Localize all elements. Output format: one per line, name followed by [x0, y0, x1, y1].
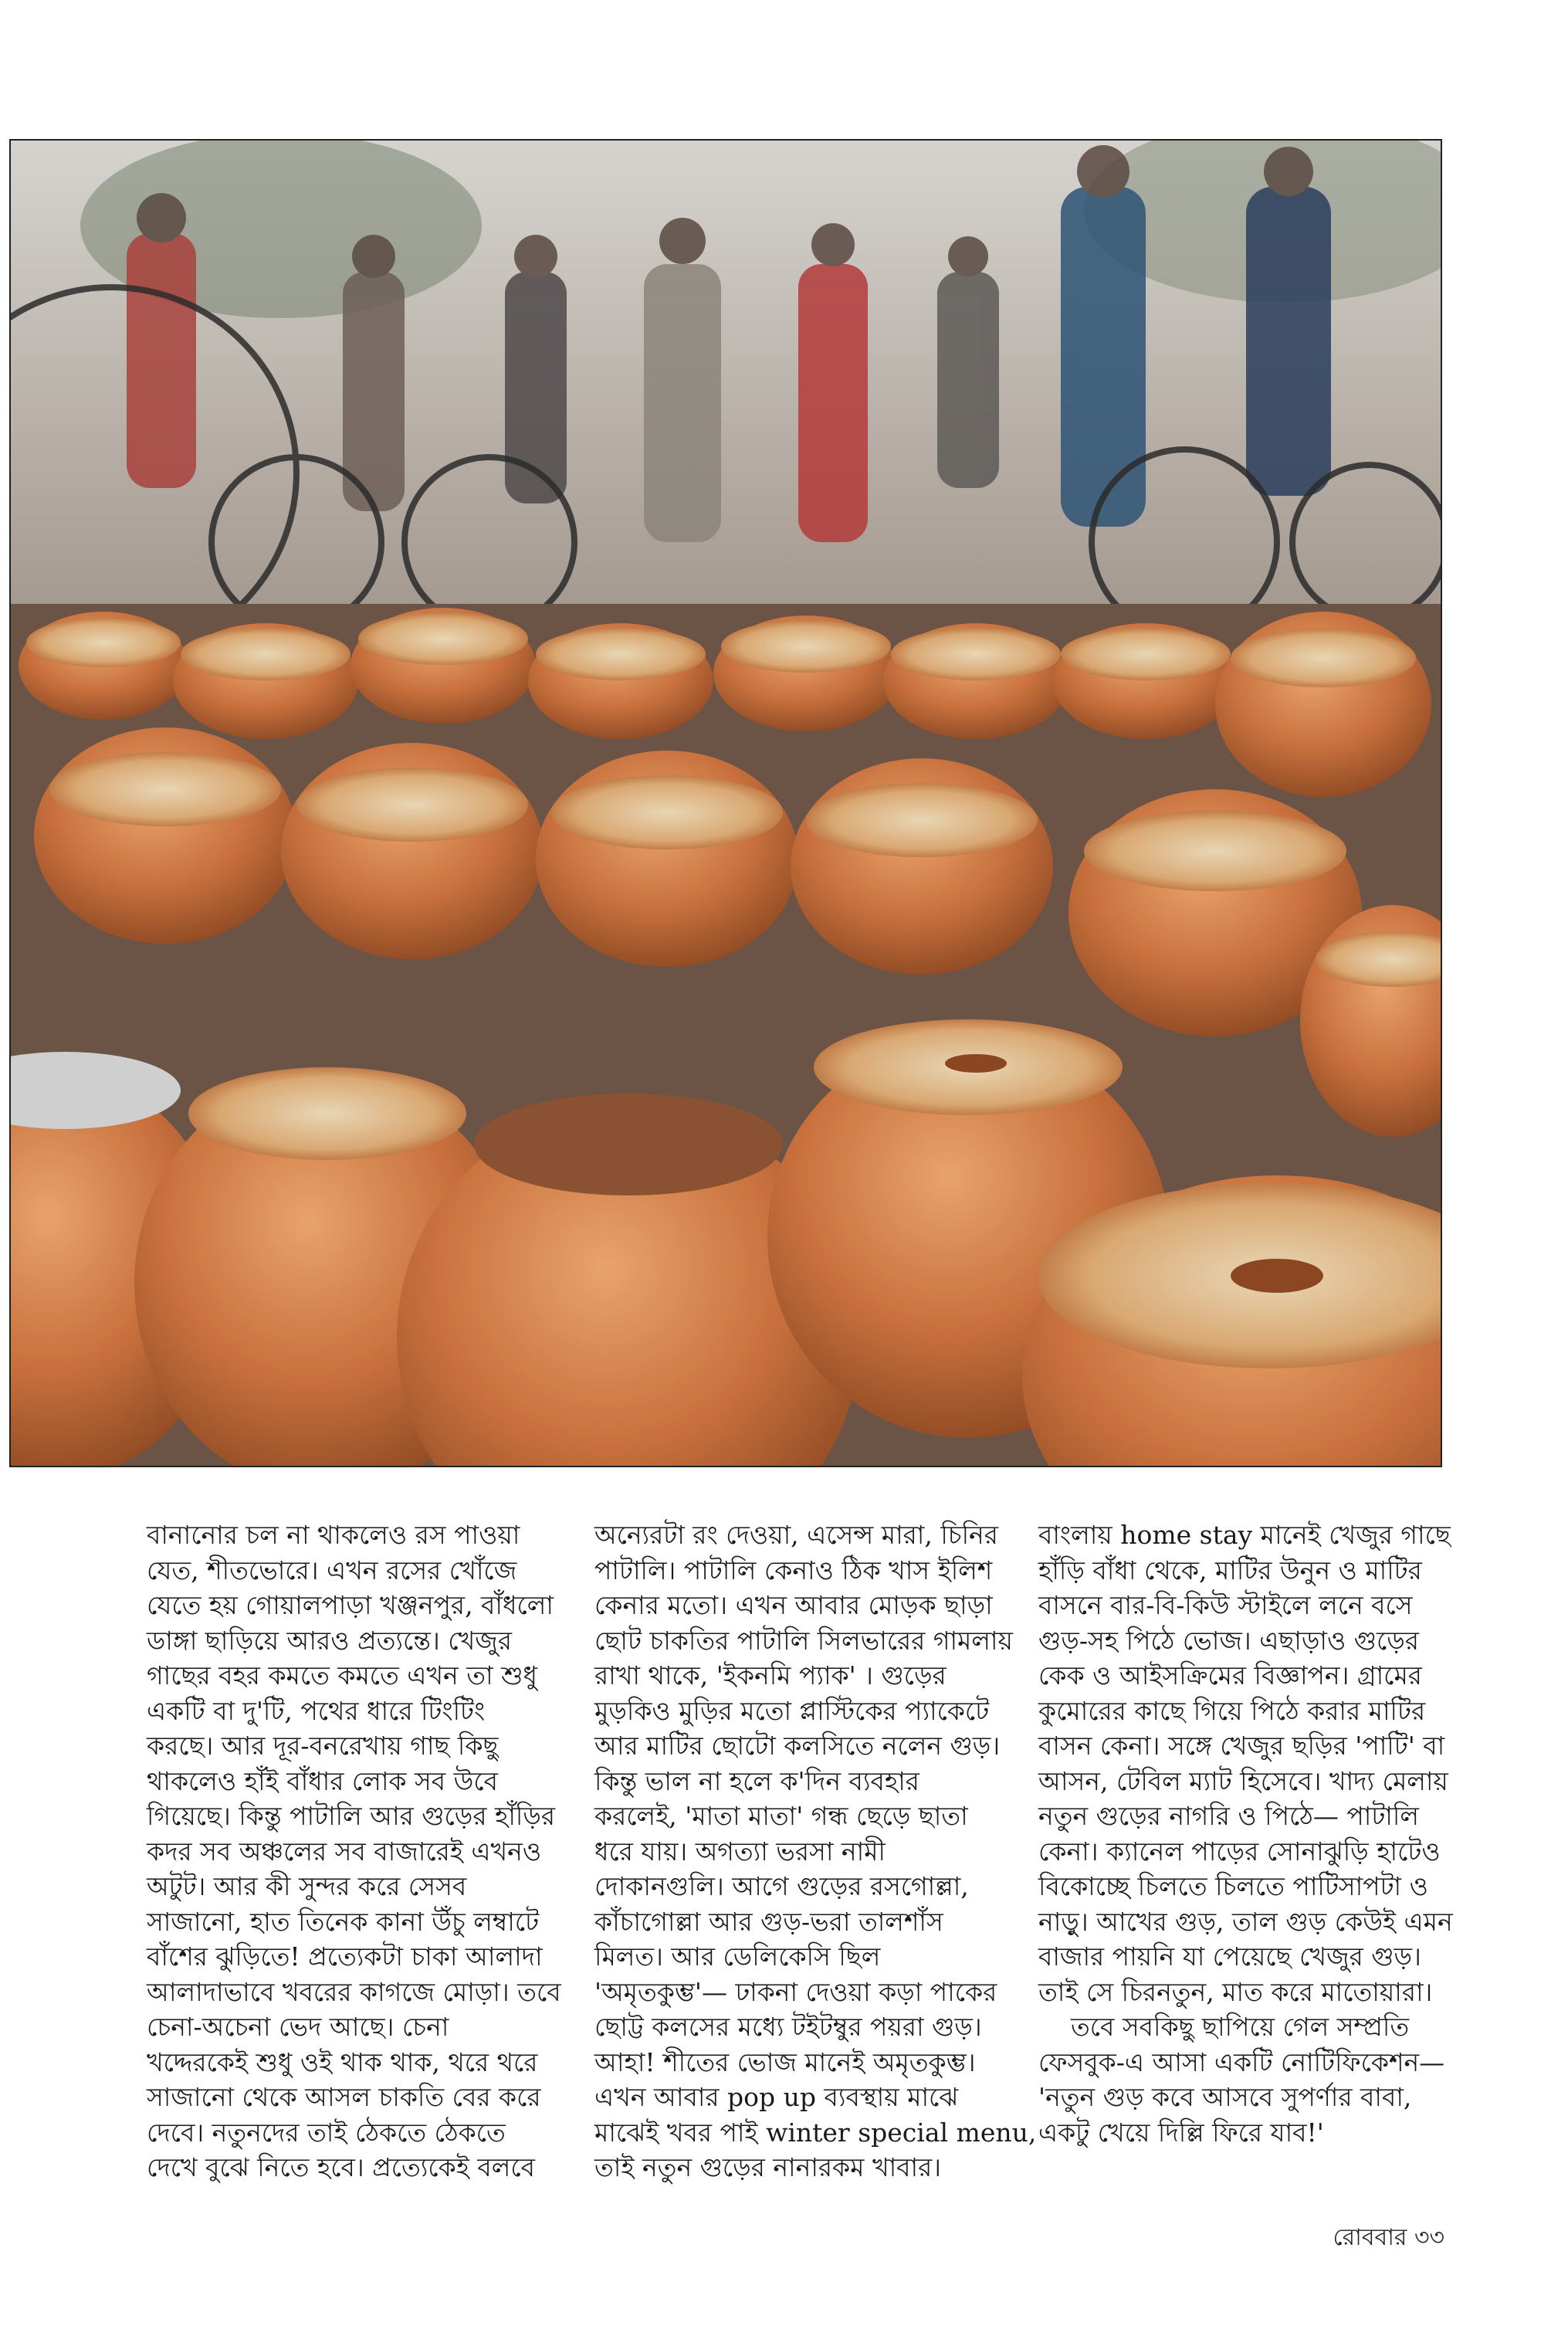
text-line: ছোট চাকতির পাটালি সিলভারের গামলায়	[594, 1625, 1013, 1656]
text-line: খদ্দেরকেই শুধু ওই থাক থাক, থরে থরে	[147, 2046, 538, 2077]
text-line: কদর সব অঞ্চলের সব বাজারেই এখনও	[147, 1836, 542, 1867]
text-line: একটু খেয়ে দিল্লি ফিরে যাব!'	[1038, 2117, 1324, 2148]
text-line: কেনা। ক্যানেল পাড়ের সোনাঝুড়ি হাটেও	[1038, 1836, 1441, 1867]
text-line: গুড়-সহ পিঠে ভোজ। এছাড়াও গুড়ের	[1038, 1625, 1420, 1656]
text-line: কাঁচাগোল্লা আর গুড়-ভরা তালশাঁস	[594, 1906, 943, 1937]
text-line: নতুন গুড়ের নাগরি ও পিঠে— পাটালি	[1038, 1801, 1419, 1831]
text-line: সাজানো থেকে আসল চাকতি বের করে	[147, 2082, 541, 2112]
text-line: বাসন কেনা। সঙ্গে খেজুর ছড়ির 'পাটি' বা	[1038, 1731, 1445, 1761]
text-line: কেক ও আইসক্রিমের বিজ্ঞাপন। গ্রামের	[1038, 1660, 1422, 1690]
text-line: করছে। আর দূর-বনরেখায় গাছ কিছু	[147, 1731, 499, 1761]
text-line: নাড়ু। আখের গুড়, তাল গুড় কেউই এমন	[1038, 1906, 1453, 1937]
clay-pots-market-photo-icon	[11, 141, 1442, 1467]
text-line: মাঝেই খবর পাই winter special menu,	[594, 2117, 1037, 2148]
text-column-2	[594, 1517, 1037, 2185]
text-line: আলাদাভাবে খবরের কাগজে মোড়া। তবে	[147, 1976, 561, 2007]
text-line: ফেসবুক-এ আসা একটি নোটিফিকেশন—	[1038, 2046, 1445, 2077]
text-line: 'নতুন গুড় কবে আসবে সুপর্ণার বাবা,	[1038, 2082, 1412, 2112]
text-line: তাই নতুন গুড়ের নানারকম খাবার।	[594, 2152, 942, 2182]
text-line: আহা! শীতের ভোজ মানেই অমৃতকুম্ভ।	[594, 2046, 976, 2077]
text-column-3	[1038, 1517, 1455, 2150]
text-line: আর মাটির ছোটো কলসিতে নলেন গুড়।	[594, 1731, 1001, 1761]
text-line: এখন আবার pop up ব্যবস্থায় মাঝে	[594, 2082, 959, 2112]
text-line: সাজানো, হাত তিনেক কানা উঁচু লম্বাটে	[147, 1906, 540, 1937]
text-line: ধরে যায়। অগত্যা ভরসা নামী	[594, 1836, 886, 1867]
text-line: যেত, শীতভোরে। এখন রসের খোঁজে	[147, 1555, 517, 1585]
text-line: দোকানগুলি। আগে গুড়ের রসগোল্লা,	[594, 1871, 969, 1901]
text-line: বানানোর চল না থাকলেও রস পাওয়া	[147, 1520, 520, 1550]
text-line: চেনা-অচেনা ভেদ আছে। চেনা	[147, 2012, 449, 2042]
text-line: বাঁশের ঝুড়িতে! প্রত্যেকটা চাকা আলাদা	[147, 1941, 543, 1972]
text-line: বাংলায় home stay মানেই খেজুর গাছে	[1038, 1520, 1451, 1550]
text-line: বাজার পায়নি যা পেয়েছে খেজুর গুড়।	[1038, 1941, 1421, 1972]
text-line: আসন, টেবিল ম্যাট হিসেবে। খাদ্য মেলায়	[1038, 1765, 1448, 1796]
text-column-1	[147, 1517, 561, 2185]
text-line: বাসনে বার-বি-কিউ স্টাইলে লনে বসে	[1038, 1590, 1413, 1620]
text-line: রাখা থাকে, 'ইকনমি প্যাক' । গুড়ের	[594, 1660, 947, 1690]
text-line: গিয়েছে। কিন্তু পাটালি আর গুড়ের হাঁড়ির	[147, 1801, 556, 1831]
text-line: করলেই, 'মাতা মাতা' গন্ধ ছেড়ে ছাতা	[594, 1801, 968, 1831]
text-line: পাটালি। পাটালি কেনাও ঠিক খাস ইলিশ	[594, 1555, 993, 1585]
text-line: অটুট। আর কী সুন্দর করে সেসব	[147, 1871, 467, 1901]
text-line: দেবে। নতুনদের তাই ঠেকতে ঠেকতে	[147, 2117, 506, 2148]
text-line: ছোট্ট কলসের মধ্যে টইটম্বুর পয়রা গুড়।	[594, 2012, 982, 2042]
text-line: কুমোরের কাছে গিয়ে পিঠে করার মাটির	[1038, 1695, 1426, 1726]
text-line: হাঁড়ি বাঁধা থেকে, মাটির উনুন ও মাটির	[1038, 1555, 1422, 1585]
text-line: তাই সে চিরনতুন, মাত করে মাতোয়ারা।	[1038, 1976, 1433, 2007]
page-footer: রোববার ৩৩	[1333, 2224, 1444, 2251]
text-line: মুড়কিও মুড়ির মতো প্লাস্টিকের প্যাকেটে	[594, 1695, 990, 1726]
text-line: তবে সবকিছু ছাপিয়ে গেল সম্প্রতি	[1038, 2012, 1410, 2042]
text-line: 'অমৃতকুম্ভ'— ঢাকনা দেওয়া কড়া পাকের	[594, 1976, 997, 2007]
text-line: থাকলেও হাঁই বাঁধার লোক সব উবে	[147, 1765, 498, 1796]
text-line: কেনার মতো। এখন আবার মোড়ক ছাড়া	[594, 1590, 993, 1620]
text-line: ডাঙ্গা ছাড়িয়ে আরও প্রত্যন্তে। খেজুর	[147, 1625, 512, 1656]
market-photo	[9, 139, 1442, 1467]
text-line: বিকোচ্ছে চিলতে চিলতে পাটিসাপটা ও	[1038, 1871, 1428, 1901]
text-line: দেখে বুঝে নিতে হবে। প্রত্যেকেই বলবে	[147, 2152, 535, 2182]
text-line: যেতে হয় গোয়ালপাড়া খঞ্জনপুর, বাঁধলো	[147, 1590, 554, 1620]
text-line: একটি বা দু'টি, পথের ধারে টিংটিং	[147, 1695, 486, 1726]
text-line: মিলত। আর ডেলিকেসি ছিল	[594, 1941, 881, 1972]
text-line: কিন্তু ভাল না হলে ক'দিন ব্যবহার	[594, 1765, 919, 1796]
text-line: গাছের বহর কমতে কমতে এখন তা শুধু	[147, 1660, 537, 1690]
text-line: অন্যেরটা রং দেওয়া, এসেন্স মারা, চিনির	[594, 1520, 998, 1550]
